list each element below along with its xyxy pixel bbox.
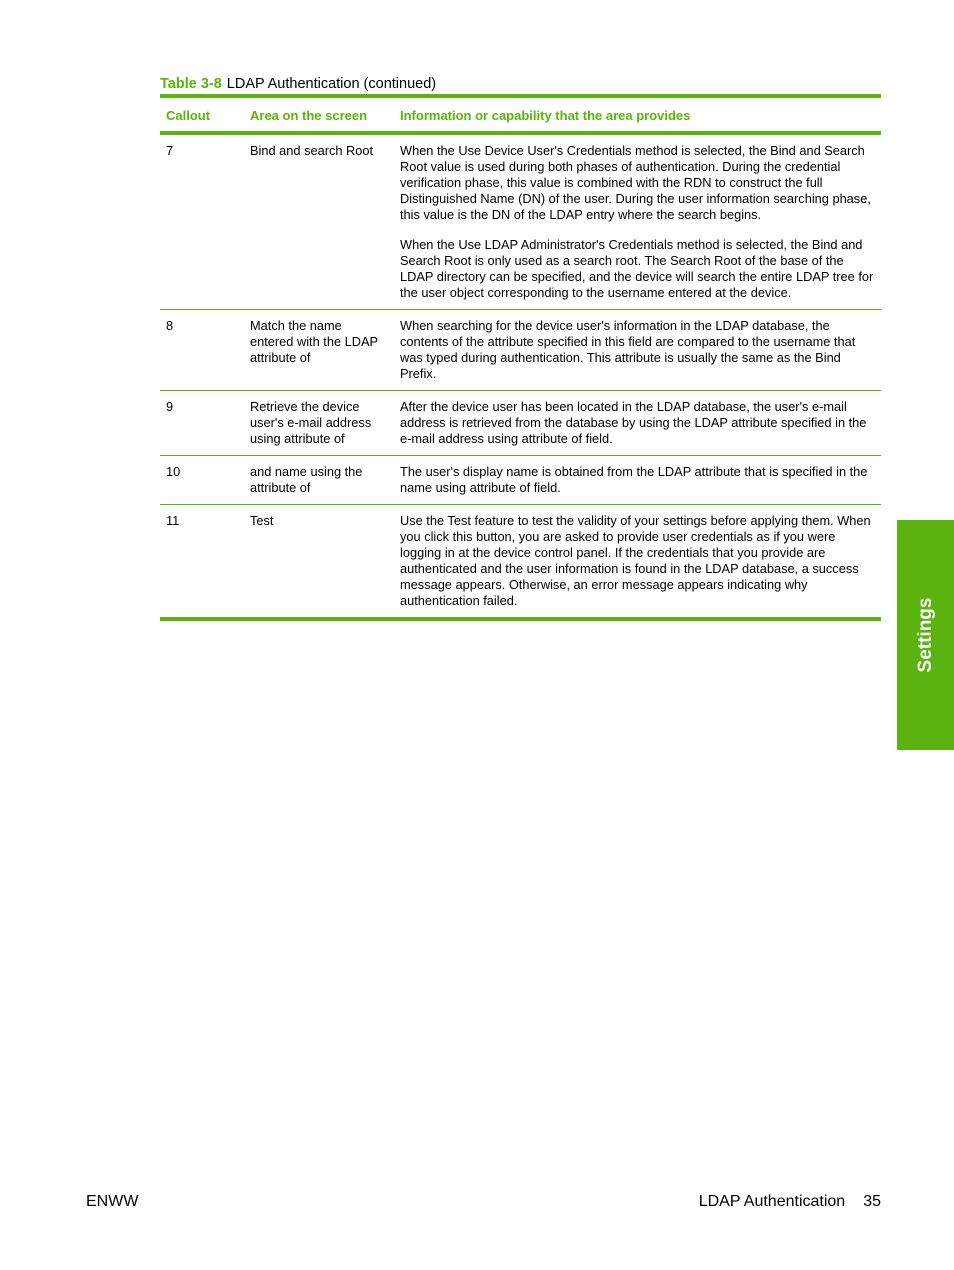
- info-paragraph: When the Use Device User's Credentials method is selected, the Bind and Search Root value is used during both phases of authentication. During the credential verification phase, this value is combined with the RDN to construct the full Distinguished Name (DN) of the user. During the user information searching phase, this value is the DN of the LDAP entry where the search begins.: [400, 143, 871, 222]
- callout-cell: 10: [160, 456, 244, 505]
- info-paragraph: When the Use LDAP Administrator's Credentials method is selected, the Bind and Search Root is only used as a search root. The Search Root of the base of the LDAP directory can be specified, and the device will search the entire LDAP tree for the user object corresponding to the username entered at the device.: [400, 237, 874, 300]
- info-cell: [394, 391, 881, 456]
- footer-section: LDAP Authentication: [698, 1193, 846, 1210]
- info-cell: [394, 310, 881, 391]
- footer-enww: ENWW: [86, 1193, 139, 1210]
- info-cell: [394, 456, 881, 505]
- area-cell: Bind and search Root: [244, 133, 394, 310]
- info-paragraph: After the device user has been located in the LDAP database, the user's e-mail address is retrieved from the database by using the LDAP attribute specified in the e-mail address using attribute of field.: [400, 399, 867, 446]
- header-callout: Callout: [160, 96, 244, 133]
- header-area: Area on the screen: [244, 96, 394, 133]
- info-cell: [394, 505, 881, 620]
- page-number: 35: [863, 1193, 881, 1210]
- area-cell: Match the name entered with the LDAP attribute of: [244, 310, 394, 391]
- callout-cell: 8: [160, 310, 244, 391]
- callout-cell: 11: [166, 513, 180, 528]
- callout-cell: 7: [160, 133, 244, 310]
- ldap-authentication-table: [160, 94, 881, 621]
- area-cell: Test: [250, 513, 274, 528]
- settings-side-tab: [897, 520, 954, 750]
- table-row: [160, 505, 881, 620]
- header-information: Information or capability that the area provides: [394, 96, 881, 133]
- area-cell: Retrieve the device user's e-mail address using attribute of: [244, 391, 394, 456]
- info-paragraph: The user's display name is obtained from the LDAP attribute that is specified in the name using attribute of field.: [400, 464, 868, 495]
- side-tab-label: Settings: [914, 597, 936, 673]
- table-title: LDAP Authentication (continued): [226, 76, 437, 92]
- info-paragraph: Use the Test feature to test the validity of your settings before applying them. When you click this button, you are asked to provide user credentials as if you were logging in at the device control panel. If the credentials that you provide are authenticated and the user information is found in the LDAP database, a success message appears. Otherwise, an error message appears indicating why authentication failed.: [400, 513, 871, 608]
- area-cell: and name using the attribute of: [244, 456, 394, 505]
- table-header-row: [160, 96, 881, 133]
- footer-right: [699, 1193, 881, 1211]
- callout-cell: 9: [160, 391, 244, 456]
- table-number: Table 3-8: [160, 76, 222, 92]
- table-row: [160, 133, 881, 310]
- table-row: [160, 456, 881, 505]
- table-row: [160, 310, 881, 391]
- table-caption: [160, 75, 436, 93]
- info-cell: [394, 133, 881, 310]
- info-paragraph: When searching for the device user's information in the LDAP database, the contents of the attribute specified in this field are compared to the username that was typed during authentication. This attribute is usually the same as the Bind Prefix.: [400, 318, 856, 381]
- table-row: [160, 391, 881, 456]
